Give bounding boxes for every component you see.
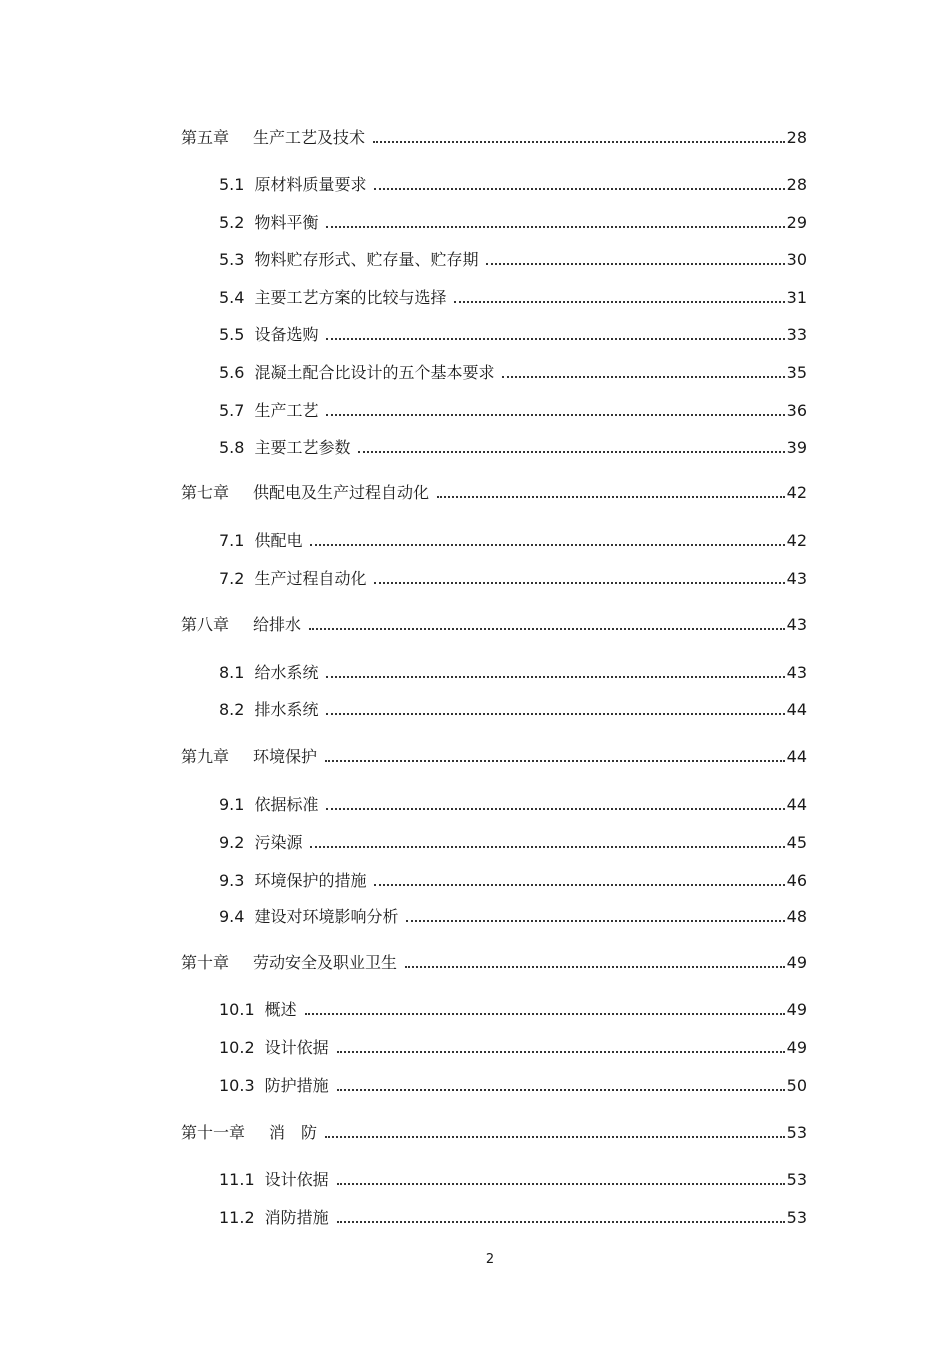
toc-section-entry[interactable]	[219, 1204, 807, 1228]
toc-entry-page: 44	[786, 700, 807, 719]
toc-entry-title: 建设对环境影响分析	[254, 907, 399, 926]
dot-leader	[337, 1221, 785, 1223]
toc-entry-title: 设计依据	[264, 1170, 329, 1189]
toc-entry-number: 5.2	[219, 213, 245, 232]
toc-entry-page: 44	[786, 747, 807, 766]
toc-section-entry[interactable]	[219, 246, 807, 270]
toc-section-entry[interactable]	[219, 209, 807, 233]
toc-section-entry[interactable]	[219, 996, 807, 1020]
dot-leader	[373, 141, 785, 143]
toc-entry-page: 48	[786, 907, 807, 926]
dot-leader	[325, 1136, 785, 1138]
toc-entry-number: 9.3	[219, 871, 245, 890]
toc-section-entry[interactable]	[219, 359, 807, 383]
toc-entry-number: 9.1	[219, 795, 245, 814]
toc-entry-number: 5.3	[219, 250, 245, 269]
toc-entry-page: 39	[786, 438, 807, 457]
toc-entry-title: 生产过程自动化	[254, 569, 367, 588]
toc-entry-number: 7.1	[219, 531, 245, 550]
toc-entry-title: 环境保护	[253, 747, 318, 766]
toc-entry-number: 8.2	[219, 700, 245, 719]
toc-entry-page: 28	[786, 128, 807, 147]
dot-leader	[325, 760, 785, 762]
dot-leader	[305, 1013, 785, 1015]
toc-entry-number: 5.1	[219, 175, 245, 194]
toc-chapter-entry[interactable]	[181, 743, 807, 767]
toc-chapter-entry[interactable]	[181, 479, 807, 503]
toc-entry-number: 第十章	[181, 953, 230, 972]
dot-leader	[337, 1183, 785, 1185]
toc-entry-page: 42	[786, 483, 807, 502]
toc-entry-number: 11.2	[219, 1208, 255, 1227]
dot-leader	[310, 544, 784, 546]
toc-entry-page: 35	[786, 363, 807, 382]
dot-leader	[405, 966, 785, 968]
dot-leader	[309, 628, 785, 630]
toc-entry-number: 9.4	[219, 907, 245, 926]
toc-entry-title: 消防措施	[264, 1208, 329, 1227]
toc-section-entry[interactable]	[219, 829, 807, 853]
toc-entry-title: 排水系统	[254, 700, 319, 719]
toc-section-entry[interactable]	[219, 527, 807, 551]
toc-entry-title: 污染源	[254, 833, 303, 852]
toc-section-entry[interactable]	[219, 1072, 807, 1096]
dot-leader	[486, 263, 784, 265]
toc-entry-title: 设计依据	[264, 1038, 329, 1057]
toc-entry-number: 10.1	[219, 1000, 255, 1019]
toc-entry-page: 50	[786, 1076, 807, 1095]
toc-section-entry[interactable]	[219, 1166, 807, 1190]
toc-entry-page: 49	[786, 1000, 807, 1019]
dot-leader	[326, 808, 784, 810]
dot-leader	[454, 301, 784, 303]
toc-entry-number: 9.2	[219, 833, 245, 852]
toc-entry-page: 31	[786, 288, 807, 307]
dot-leader	[358, 451, 784, 453]
dot-leader	[502, 376, 784, 378]
toc-entry-title: 供配电及生产过程自动化	[253, 483, 430, 502]
toc-entry-title: 原材料质量要求	[254, 175, 367, 194]
toc-section-entry[interactable]	[219, 171, 807, 195]
toc-entry-page: 53	[786, 1208, 807, 1227]
dot-leader	[374, 188, 784, 190]
toc-entry-title: 生产工艺及技术	[253, 128, 366, 147]
toc-section-entry[interactable]	[219, 397, 807, 421]
dot-leader	[337, 1089, 785, 1091]
toc-entry-title: 给排水	[253, 615, 302, 634]
toc-entry-title: 防护措施	[264, 1076, 329, 1095]
toc-entry-title: 依据标准	[254, 795, 319, 814]
toc-entry-number: 10.2	[219, 1038, 255, 1057]
toc-chapter-entry[interactable]	[181, 124, 807, 148]
toc-entry-title: 消 防	[269, 1123, 318, 1142]
toc-section-entry[interactable]	[219, 284, 807, 308]
toc-entry-title: 给水系统	[254, 663, 319, 682]
toc-entry-page: 43	[786, 663, 807, 682]
toc-entry-number: 5.8	[219, 438, 245, 457]
toc-entry-page: 29	[786, 213, 807, 232]
dot-leader	[374, 884, 784, 886]
toc-entry-number: 10.3	[219, 1076, 255, 1095]
toc-section-entry[interactable]	[219, 659, 807, 683]
toc-section-entry[interactable]	[219, 903, 807, 927]
toc-section-entry[interactable]	[219, 321, 807, 345]
toc-entry-title: 供配电	[254, 531, 303, 550]
toc-entry-number: 5.6	[219, 363, 245, 382]
toc-section-entry[interactable]	[219, 434, 807, 458]
toc-entry-page: 53	[786, 1123, 807, 1142]
page-number: 2	[485, 1252, 495, 1267]
toc-entry-number: 7.2	[219, 569, 245, 588]
toc-chapter-entry[interactable]	[181, 1119, 807, 1143]
toc-entry-page: 36	[786, 401, 807, 420]
toc-entry-title: 主要工艺参数	[254, 438, 351, 457]
dot-leader	[326, 414, 784, 416]
dot-leader	[337, 1051, 785, 1053]
toc-entry-title: 主要工艺方案的比较与选择	[254, 288, 447, 307]
toc-entry-page: 49	[786, 1038, 807, 1057]
toc-section-entry[interactable]	[219, 696, 807, 720]
toc-entry-number: 第九章	[181, 747, 230, 766]
toc-entry-page: 44	[786, 795, 807, 814]
dot-leader	[437, 496, 785, 498]
toc-entry-page: 46	[786, 871, 807, 890]
toc-entry-page: 28	[786, 175, 807, 194]
toc-entry-title: 设备选购	[254, 325, 319, 344]
toc-chapter-entry[interactable]	[181, 949, 807, 973]
toc-entry-title: 物料平衡	[254, 213, 319, 232]
toc-entry-title: 生产工艺	[254, 401, 319, 420]
toc-entry-number: 第十一章	[181, 1123, 246, 1142]
toc-entry-number: 5.4	[219, 288, 245, 307]
toc-entry-page: 43	[786, 615, 807, 634]
toc-entry-number: 11.1	[219, 1170, 255, 1189]
toc-entry-title: 概述	[264, 1000, 297, 1019]
toc-entry-title: 环境保护的措施	[254, 871, 367, 890]
toc-entry-number: 第五章	[181, 128, 230, 147]
toc-section-entry[interactable]	[219, 867, 807, 891]
toc-entry-title: 物料贮存形式、贮存量、贮存期	[254, 250, 479, 269]
toc-entry-number: 8.1	[219, 663, 245, 682]
toc-entry-page: 49	[786, 953, 807, 972]
toc-section-entry[interactable]	[219, 1034, 807, 1058]
toc-entry-title: 混凝土配合比设计的五个基本要求	[254, 363, 495, 382]
toc-section-entry[interactable]	[219, 565, 807, 589]
toc-entry-number: 5.5	[219, 325, 245, 344]
toc-entry-page: 42	[786, 531, 807, 550]
toc-entry-page: 43	[786, 569, 807, 588]
toc-chapter-entry[interactable]	[181, 611, 807, 635]
toc-entry-number: 第八章	[181, 615, 230, 634]
dot-leader	[406, 920, 784, 922]
dot-leader	[310, 846, 784, 848]
toc-entry-page: 33	[786, 325, 807, 344]
dot-leader	[326, 676, 784, 678]
dot-leader	[326, 338, 784, 340]
toc-entry-page: 53	[786, 1170, 807, 1189]
toc-entry-page: 45	[786, 833, 807, 852]
toc-entry-number: 第七章	[181, 483, 230, 502]
toc-section-entry[interactable]	[219, 791, 807, 815]
toc-entry-title: 劳动安全及职业卫生	[253, 953, 398, 972]
toc-entry-page: 30	[786, 250, 807, 269]
dot-leader	[326, 713, 784, 715]
dot-leader	[374, 582, 784, 584]
toc-entry-number: 5.7	[219, 401, 245, 420]
dot-leader	[326, 226, 784, 228]
